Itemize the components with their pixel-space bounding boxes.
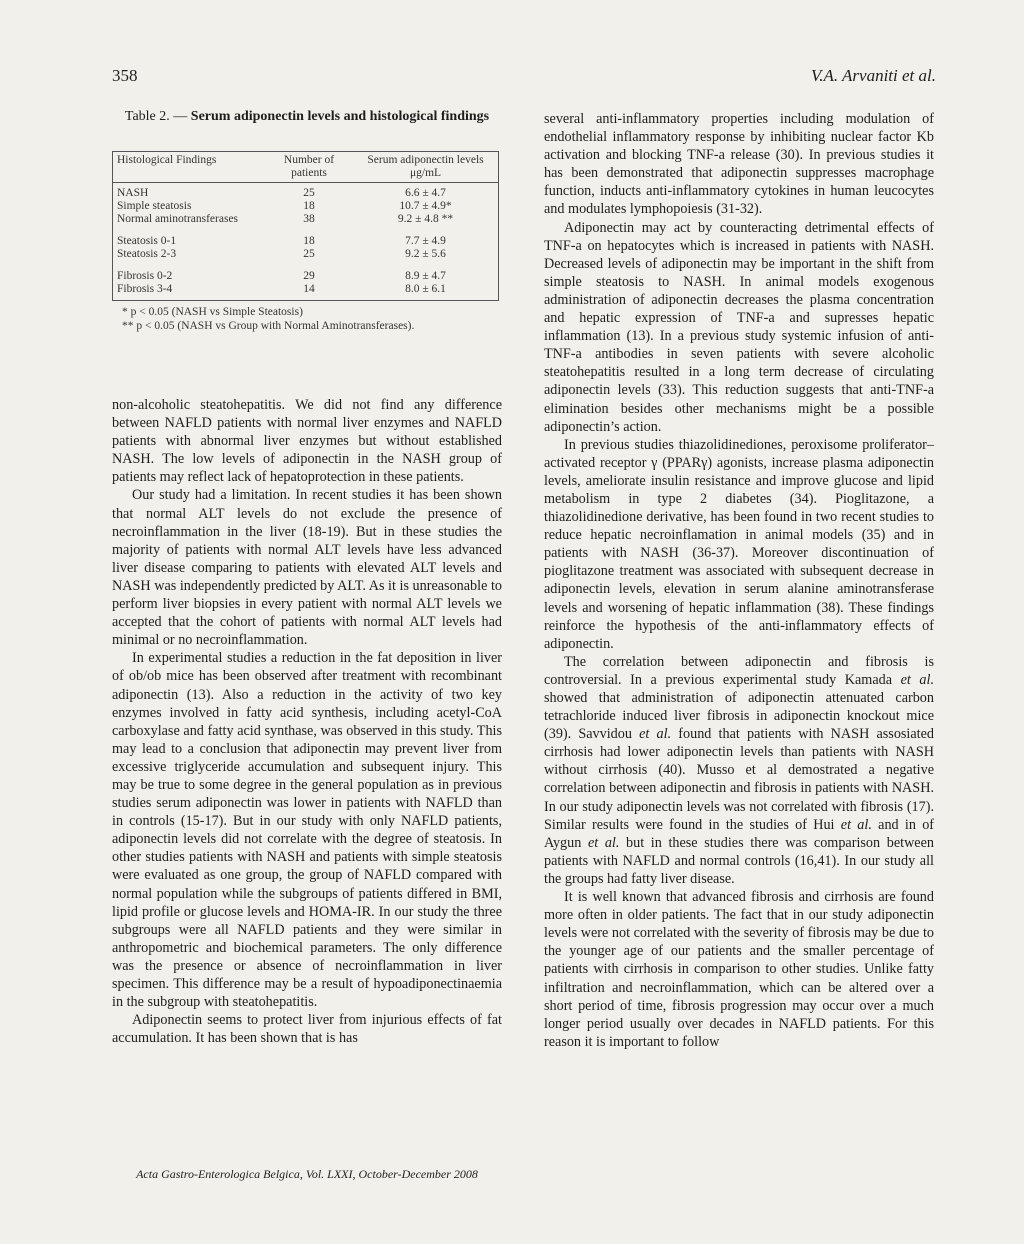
table-notes [122, 305, 414, 333]
table-note: ** p < 0.05 (NASH vs Group with Normal Aminotransferases). [122, 320, 415, 332]
table-column-header: Serum adiponectin levels μg/mL [367, 154, 484, 179]
table-cell: 29 [303, 270, 315, 282]
italic-run: et al. [587, 834, 620, 851]
table-2 [112, 151, 499, 301]
running-head: V.A. Arvaniti et al. [811, 66, 936, 85]
paragraph: non-alcoholic steatohepatitis. We did not find any difference between NAFLD patients with normal liver enzymes and NAFLD patients with abnormal liver enzymes but without established NASH. The low levels of adiponectin in the NASH group of patients may reflect lack of hepatoprotection in these patients. [112, 397, 502, 486]
table-cell: 8.0 ± 6.1 [405, 283, 446, 295]
table-cell: Steatosis 0-1 [117, 235, 177, 247]
table-row [113, 270, 498, 283]
table-caption-label: Table 2. — [124, 109, 188, 124]
paragraph: several anti-inflammatory properties including modulation of endothelial inflammatory response by inhibiting nuclear factor Kb activation and blocking TNF-a release (30). In previous studies it has been demonstrated that adiponectin suppresses macrophage function, inducts anti-inflammatory cytokines in human leucocytes and modulates lymphopoiesis (31-32). [544, 111, 934, 218]
table-cell: 18 [303, 235, 315, 247]
table-caption [112, 108, 502, 126]
paragraph: In experimental studies a reduction in the fat deposition in liver of ob/ob mice has been observed after treatment with recombinant adiponectin (13). Also a reduction in the activity of two key enzymes involved in fatty acid synthesis, including acetyl-CoA carboxylase and fatty acid synthase, was observed in this study. This may lead to a conclusion that adiponectin may prevent liver from excessive triglyceride accumulation and subsequent injury. This may be true to some degree in the general population as in previous studies serum adiponectin was lower in patients with NAFLD than in controls (15-17). But in our study with only NAFLD patients, adiponectin levels did not correlate with the degree of steatosis. In other studies patients with NASH and patients with simple steatosis were evaluated as one group, the group of NAFLD compared with normal population while the subgroups of patients differed in BMI, lipid profile or glucose levels and HOMA-IR. In our study the three subgroups were all NAFLD patients and they were similar in anthropometric and biochemical parameters. The only difference was the presence or absence of necroinflammation in liver specimen. This difference may be a result of hypoadiponectinaemia in the subgroup with steatohepatitis. [112, 650, 502, 1011]
table-row [113, 283, 498, 296]
table-cell: 38 [303, 213, 315, 225]
table-cell: 9.2 ± 4.8 ** [397, 213, 454, 225]
italic-run: et al. [840, 816, 872, 833]
table-cell: 9.2 ± 5.6 [405, 248, 446, 260]
table-column-header: Number of patients [283, 154, 335, 179]
text-run: but in these studies there was comparison between patients with NAFLD and normal controls (16,41). In our study all the groups had fatty liver disease. [544, 834, 934, 887]
text-run: The correlation between adiponectin and fibrosis is controversial. In a previous experimental study Kamada [544, 653, 934, 688]
page-number: 358 [112, 66, 138, 85]
table-column-header: Histological Findings [117, 154, 217, 166]
right-column [544, 110, 934, 1051]
text-run: and in of Aygun [544, 816, 935, 851]
table-cell: NASH [117, 187, 149, 199]
table-cell: Steatosis 2-3 [117, 248, 177, 260]
journal-footer: Acta Gastro-Enterologica Belgica, Vol. LXXI, October-December 2008 [136, 1167, 478, 1181]
text-run: found that patients with NASH assosiated cirrhosis had lower adiponectin levels than patients with NASH without cirrhosis (40). Musso et al demostrated a negative correlation between adiponectin and fibrosis in patients with NASH. In our study adiponectin levels was not correlated with fibrosis (17). Similar results were found in the studies of Hui [544, 726, 935, 833]
italic-run: et al. [639, 726, 672, 743]
table-row [113, 200, 498, 213]
table-cell: Normal aminotransferases [117, 213, 239, 225]
table-cell: Fibrosis 0-2 [117, 270, 173, 282]
table-cell: 8.9 ± 4.7 [405, 270, 446, 282]
text-run: showed that administration of adiponectin attenuated carbon tetrachloride induced liver fibrosis in adiponectin knockout mice (39). Savvidou [544, 690, 934, 743]
left-column [112, 396, 502, 1047]
italic-run: et al. [900, 671, 935, 688]
table-cell: Fibrosis 3-4 [117, 283, 173, 295]
paragraph: Adiponectin seems to protect liver from injurious effects of fat accumulation. It has been shown that is has [112, 1012, 502, 1047]
table-cell: 7.7 ± 4.9 [405, 235, 446, 247]
paragraph: Our study had a limitation. In recent studies it has been shown that normal ALT levels do not exclude the presence of necroinflammation in the liver (18-19). But in these studies the majority of patients with normal ALT levels have less advanced liver disease comparing to patients with elevated ALT levels and NASH was independently predicted by ALT. As it is unreasonable to perform liver biopsies in every patient with normal ALT levels we accepted that the cohort of patients with normal ALT levels had minimal or no necroinflammation. [112, 487, 502, 649]
table-row [113, 187, 498, 200]
table-row [113, 248, 498, 261]
table-cell: 6.6 ± 4.7 [405, 187, 446, 199]
table-cell: 25 [303, 248, 315, 260]
table-caption-title: Serum adiponectin levels and histological findings [190, 109, 490, 124]
table-cell: 18 [303, 200, 315, 212]
paragraph: In previous studies thiazolidinediones, peroxisome proliferator–activated receptor γ (PPARγ) agonists, increase plasma adiponectin levels, ameliorate insulin resistance and improve glucose and lipid metabolism in type 2 diabetes (34). Pioglitazone, a thiazolidinedione derivative, has been found in two recent studies to reduce hepatic necroinflamation in animal models (35) and in patients with NASH (36-37). Moreover discontinuation of pioglitazone treatment was associated with subsequent decrease in adiponectin levels, elevation in serum alanine aminotransferase levels and worsening of hepatic inflammation (38). These findings reinforce the hypothesis of the anti-inflammatory effects of adiponectin. [544, 436, 934, 652]
table-row [113, 235, 498, 248]
table-cell: 10.7 ± 4.9* [399, 200, 452, 212]
paragraph: Adiponectin may act by counteracting detrimental effects of TNF-a on hepatocytes which is increased in patients with NASH. Decreased levels of adiponectin may be important in the shift from simple steatosis to NASH. In animal models exogenous administration of adiponectin decreases the plasma concentration and hepatic expression of TNF-a and supresses hepatic inflammation (13). In a previous study systemic infusion of anti-TNF-a antibodies in seven patients with severe alcoholic steatohepatitis resulted in a long term decrease of circulating adiponectin levels (33). This reduction suggests that anti-TNF-a elimination besides other mechanisms might be a possible adiponectin’s action. [544, 219, 934, 435]
table-row [113, 213, 498, 226]
paragraph: It is well known that advanced fibrosis and cirrhosis are found more often in older patients. The fact that in our study adiponectin levels were not correlated with the severity of fibrosis may be due to the younger age of our patients and the smaller percentage of patients with cirrhosis in comparison to other studies. Unlike fatty infiltration and necroinflammation, which can be altered over a short period of time, fibrosis progression may occur over a much longer period usually over decades in NAFLD patients. For this reason it is important to follow [544, 889, 934, 1050]
paragraph [544, 653, 934, 888]
table-cell: Simple steatosis [117, 200, 192, 212]
table-note: * p < 0.05 (NASH vs Simple Steatosis) [122, 306, 303, 318]
table-cell: 25 [303, 187, 315, 199]
table-cell: 14 [303, 283, 315, 295]
